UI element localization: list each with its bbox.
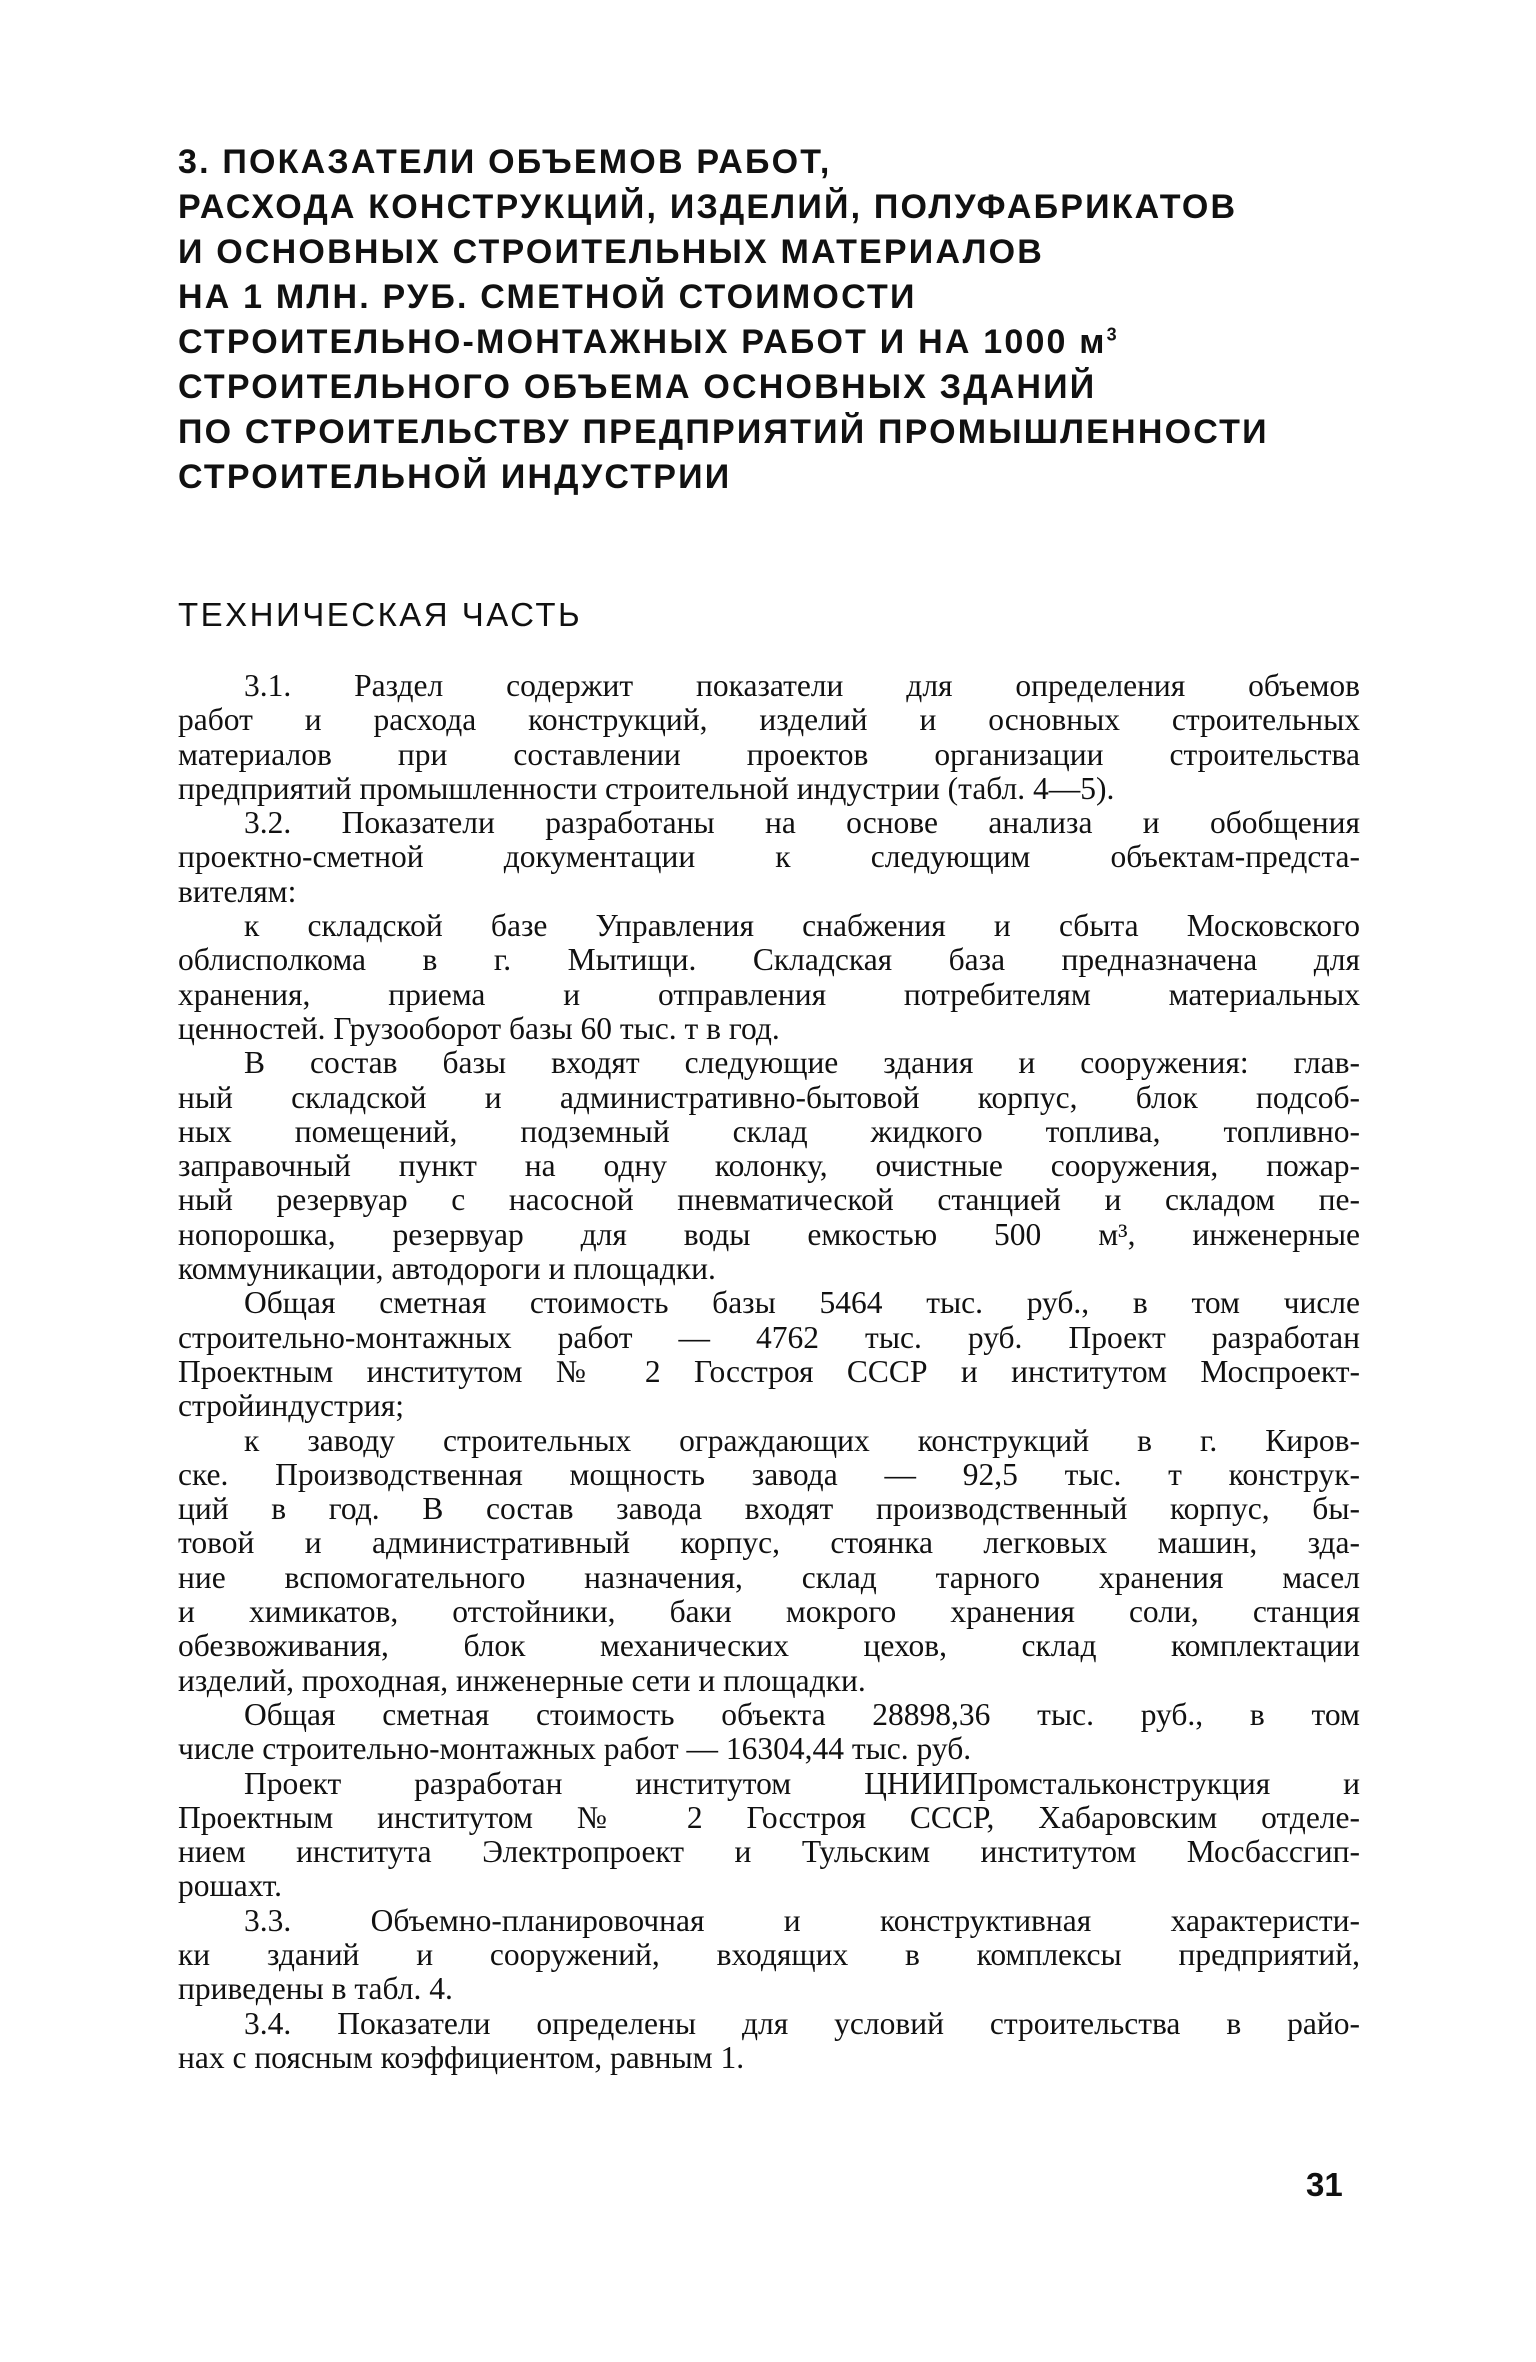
page-number: 31 xyxy=(1306,2166,1343,2203)
text-line: хранения, приема и отправления потребителям материальных xyxy=(178,976,1360,1012)
text-line: ный складской и административно-бытовой корпус, блок подсоб- xyxy=(178,1079,1360,1115)
text-line: и химикатов, отстойники, баки мокрого хранения соли, станция xyxy=(178,1594,1360,1630)
title-line: И ОСНОВНЫХ СТРОИТЕЛЬНЫХ МАТЕРИАЛОВ xyxy=(178,233,1045,271)
paragraph xyxy=(178,2007,1360,2076)
body-text xyxy=(178,669,1360,2075)
text-line: вителям: xyxy=(178,873,297,909)
text-line: коммуникации, автодороги и площадки. xyxy=(178,1251,716,1287)
text-line: ценностей. Грузооборот базы 60 тыс. т в год. xyxy=(178,1010,780,1046)
text-line: ние вспомогательного назначения, склад тарного хранения масел xyxy=(178,1559,1360,1595)
text-line: предприятий промышленности строительной индустрии (табл. 4—5). xyxy=(178,770,1115,806)
text-line: к складской базе Управления снабжения и сбыта Московского xyxy=(244,908,1360,944)
text-line: строительно-монтажных работ — 4762 тыс. руб. Проект разработан xyxy=(178,1319,1360,1355)
text-line: числе строительно-монтажных работ — 16304,44 тыс. руб. xyxy=(178,1731,972,1767)
text-line: Общая сметная стоимость базы 5464 тыс. руб., в том числе xyxy=(244,1285,1360,1321)
text-line: изделий, проходная, инженерные сети и площадки. xyxy=(178,1662,866,1698)
text-line: Общая сметная стоимость объекта 28898,36 тыс. руб., в том xyxy=(244,1696,1360,1732)
text-line: облисполкома в г. Мытищи. Складская база предназначена для xyxy=(178,942,1360,978)
paragraph xyxy=(178,669,1360,806)
text-line: 3.1. Раздел содержит показатели для определения объемов xyxy=(244,668,1360,703)
text-line: ске. Производственная мощность завода — 92,5 тыс. т конструк- xyxy=(178,1456,1360,1492)
title-line-text: СТРОИТЕЛЬНО-МОНТАЖНЫХ РАБОТ И НА 1000 м xyxy=(178,323,1107,361)
text-line: ных помещений, подземный склад жидкого топлива, топливно- xyxy=(178,1113,1360,1149)
text-line: стройиндустрия; xyxy=(178,1388,404,1424)
title-line: 3. ПОКАЗАТЕЛИ ОБЪЕМОВ РАБОТ, xyxy=(178,143,832,181)
text-line: ций в год. В состав завода входят производственный корпус, бы- xyxy=(178,1491,1360,1527)
text-line: В состав базы входят следующие здания и сооружения: глав- xyxy=(244,1045,1360,1081)
text-line: к заводу строительных ограждающих конструкций в г. Киров- xyxy=(244,1422,1360,1458)
title-superscript: 3 xyxy=(1106,324,1119,345)
text-line: Проектным институтом № 2 Госстроя СССР и институтом Моспроект- xyxy=(178,1353,1360,1389)
paragraph xyxy=(178,909,1360,1046)
text-line: материалов при составлении проектов организации строительства xyxy=(178,736,1360,772)
text-line: нием института Электропроект и Тульским институтом Мосбассгип- xyxy=(178,1834,1360,1870)
text-line: 3.4. Показатели определены для условий строительства в райо- xyxy=(244,2005,1360,2041)
paragraph xyxy=(178,1286,1360,1423)
text-line: Проектным институтом № 2 Госстроя СССР, Хабаровским отделе- xyxy=(178,1799,1360,1835)
text-line: заправочный пункт на одну колонку, очистные сооружения, пожар- xyxy=(178,1148,1360,1184)
subsection-heading: ТЕХНИЧЕСКАЯ ЧАСТЬ xyxy=(178,596,583,633)
title-line: РАСХОДА КОНСТРУКЦИЙ, ИЗДЕЛИЙ, ПОЛУФАБРИКАТОВ xyxy=(178,188,1238,226)
paragraph xyxy=(178,1046,1360,1286)
text-line: 3.2. Показатели разработаны на основе анализа и обобщения xyxy=(244,805,1360,841)
paragraph xyxy=(178,1904,1360,2007)
text-line: приведены в табл. 4. xyxy=(178,1971,453,2007)
paragraph xyxy=(178,1424,1360,1698)
title-line-with-superscript xyxy=(178,320,1360,365)
paragraph xyxy=(178,806,1360,909)
title-line: СТРОИТЕЛЬНОГО ОБЪЕМА ОСНОВНЫХ ЗДАНИЙ xyxy=(178,368,1097,406)
document-page xyxy=(178,140,1360,2340)
text-line: рошахт. xyxy=(178,1868,282,1904)
title-line: СТРОИТЕЛЬНОЙ ИНДУСТРИИ xyxy=(178,458,732,496)
title-line: НА 1 МЛН. РУБ. СМЕТНОЙ СТОИМОСТИ xyxy=(178,278,917,316)
title-line: ПО СТРОИТЕЛЬСТВУ ПРЕДПРИЯТИЙ ПРОМЫШЛЕННОСТИ xyxy=(178,413,1269,451)
text-line: нах с поясным коэффициентом, равным 1. xyxy=(178,2039,745,2075)
paragraph xyxy=(178,1698,1360,1767)
text-line: нопорошка, резервуар для воды емкостью 500 м³, инженерные xyxy=(178,1216,1360,1252)
text-line: ный резервуар с насосной пневматической станцией и складом пе- xyxy=(178,1182,1360,1218)
section-title xyxy=(178,140,1360,500)
text-line: Проект разработан институтом ЦНИИПромстальконструкция и xyxy=(244,1765,1360,1801)
text-line: товой и административный корпус, стоянка легковых машин, зда- xyxy=(178,1525,1360,1561)
paragraph xyxy=(178,1767,1360,1904)
text-line: ки зданий и сооружений, входящих в комплексы предприятий, xyxy=(178,1936,1360,1972)
text-line: обезвоживания, блок механических цехов, склад комплектации xyxy=(178,1628,1360,1664)
text-line: работ и расхода конструкций, изделий и основных строительных xyxy=(178,702,1360,738)
text-line: проектно-сметной документации к следующим объектам-предста- xyxy=(178,839,1360,875)
text-line: 3.3. Объемно-планировочная и конструктивная характеристи- xyxy=(244,1902,1360,1938)
